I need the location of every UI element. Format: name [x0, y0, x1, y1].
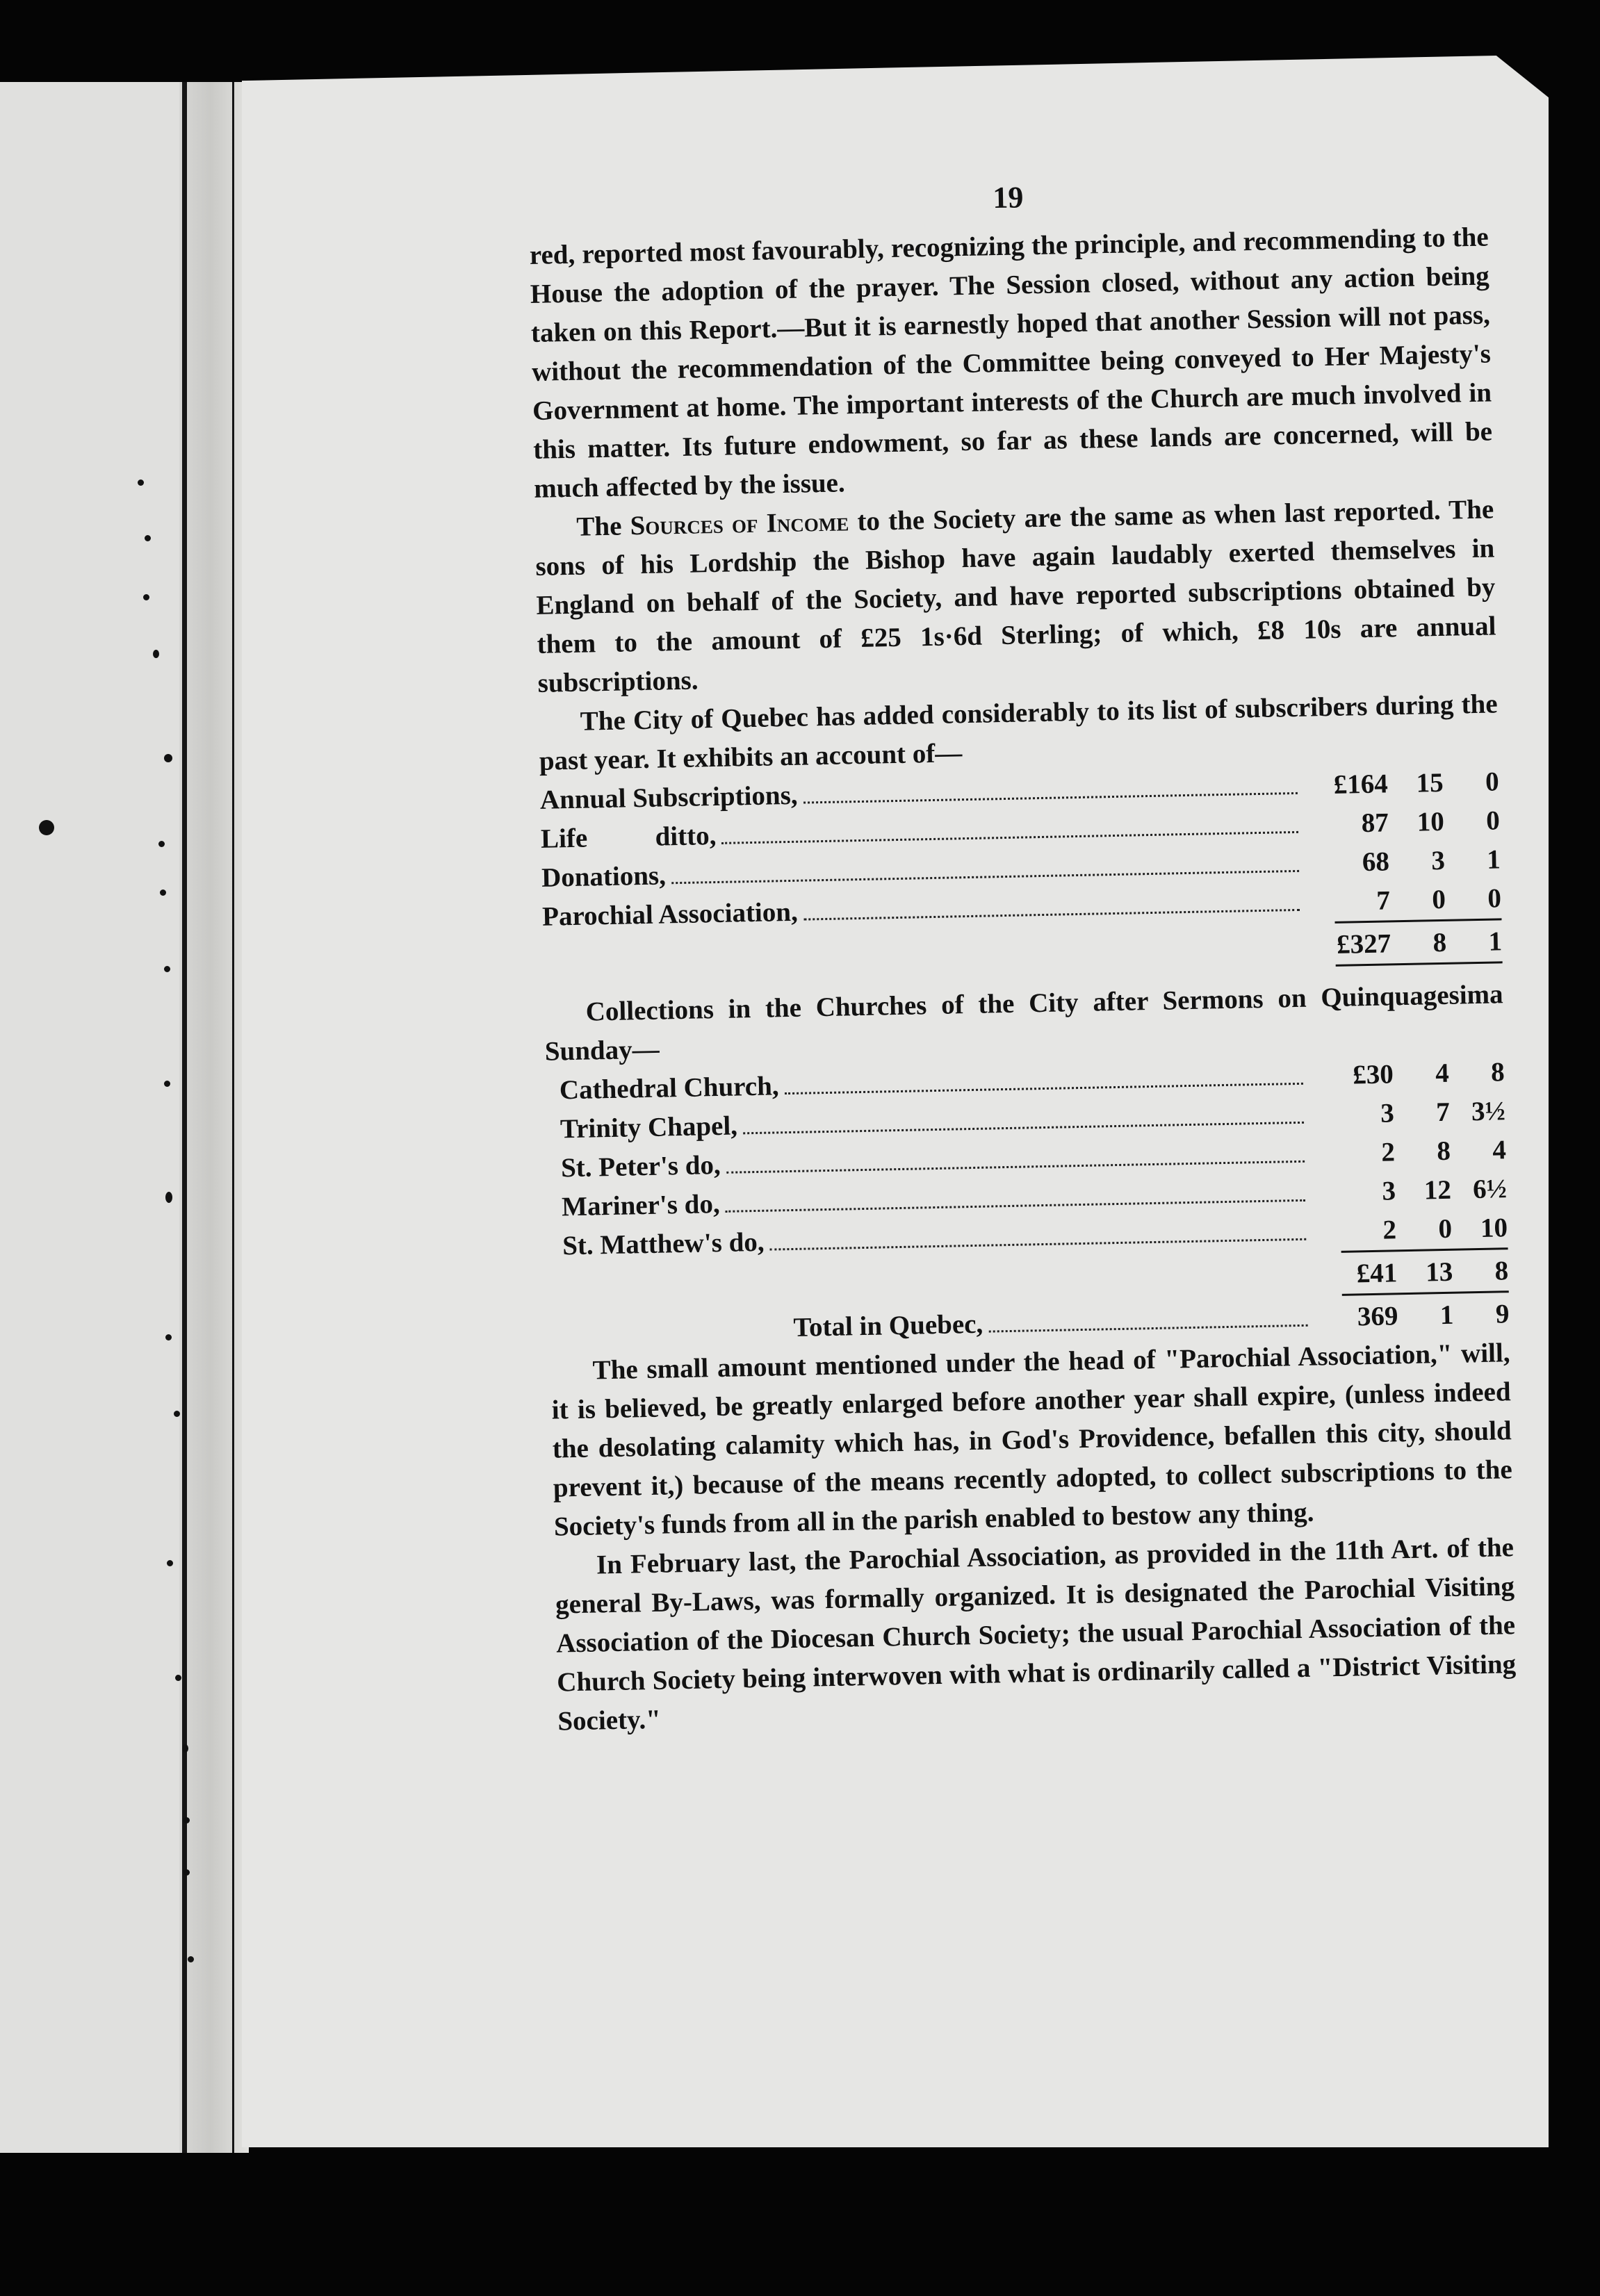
- pence: 8: [1490, 1057, 1505, 1088]
- pounds: £164: [1333, 769, 1389, 800]
- page-number: 19: [992, 180, 1024, 215]
- pounds: 68: [1362, 846, 1390, 878]
- pounds: £41: [1356, 1258, 1398, 1289]
- paragraph-3: The City of Quebec has added considerably to its list of subscribers during the past year. It exhibits an account of—: [539, 689, 1498, 776]
- ledger-label: Cathedral Church,: [559, 1071, 779, 1106]
- ledger-label: Mariner's do,: [561, 1188, 721, 1222]
- shillings: 8: [1432, 927, 1447, 958]
- shillings: 12: [1423, 1174, 1452, 1206]
- shillings: 1: [1439, 1299, 1454, 1331]
- paragraph-4: The small amount mentioned under the head of "Parochial Association," will, it is believed, be greatly enlarged before another year shall expire, (unless indeed the desolating calamity which has, in God's Providence, befallen this city, should prevent it,) because of the means recently adopted, to collect subscriptions to the Society's funds from all in the parish enabled to bestow any thing.: [551, 1338, 1513, 1542]
- shillings: 0: [1438, 1213, 1453, 1245]
- sources-of-income-caps: Sources of Income: [630, 507, 849, 541]
- paragraph-2-lead: The: [575, 511, 622, 542]
- pounds: 7: [1376, 885, 1391, 916]
- paragraph-5: In February last, the Parochial Association, as provided in the 11th Art. of the general By-Laws, was formally organized. It is designated the Parochial Visiting Association of the Diocesan Church Society; the usual Parochial Association of the Church Society being interwoven with what is ordinarily called a "District Visiting Society.": [555, 1532, 1517, 1737]
- shillings: 8: [1436, 1135, 1451, 1167]
- pounds: £30: [1352, 1059, 1394, 1090]
- collections-heading: Collections in the Churches of the City after Sermons on Quinquagesima Sunday—: [544, 979, 1503, 1067]
- pence: 3½: [1471, 1096, 1506, 1127]
- shillings: 0: [1431, 884, 1446, 915]
- ledger-label: Donations,: [541, 860, 667, 893]
- pounds: 87: [1361, 807, 1389, 839]
- shillings: 7: [1435, 1097, 1451, 1128]
- ledger-label: Annual Subscriptions,: [539, 780, 798, 815]
- pence: 0: [1485, 766, 1500, 797]
- shillings: 4: [1435, 1058, 1450, 1089]
- grand-total-label: Total in Quebec,: [793, 1309, 983, 1343]
- page-text: [528, 170, 1517, 1741]
- pence: 6½: [1472, 1174, 1508, 1205]
- pence: 10: [1480, 1213, 1508, 1243]
- pounds: 2: [1380, 1137, 1396, 1167]
- ledger-label: St. Matthew's do,: [562, 1227, 765, 1261]
- pounds: 3: [1380, 1098, 1395, 1129]
- ledger-label: Parochial Association,: [541, 896, 799, 932]
- paragraph-2-rest: to the Society are the same as when last reported. The sons of his Lordship the Bishop have again laudably exerted themselves in England on behalf of the Society, and have reported subscriptions obtained by them to the amount of £25 1s·6d Sterling; of which, £8 10s are annual subscriptions.: [535, 494, 1496, 698]
- pounds: 3: [1382, 1176, 1396, 1206]
- pence: 9: [1495, 1299, 1510, 1329]
- spine-line: [232, 82, 234, 2153]
- pence: 0: [1487, 883, 1502, 914]
- pence: 0: [1485, 805, 1501, 836]
- paragraph-2: [534, 490, 1497, 703]
- pence: 1: [1488, 926, 1503, 957]
- pence: 4: [1492, 1135, 1507, 1165]
- ledger-label: Trinity Chapel,: [560, 1110, 738, 1145]
- spine-line: [182, 82, 187, 2153]
- pence: 1: [1486, 844, 1501, 875]
- pence: 8: [1494, 1256, 1509, 1286]
- paragraph-1: red, reported most favourably, recognizing the principle, and recommending to the House the adoption of the prayer. The Session closed, without any action being taken on this Report.—But it is earnestly hoped that another Session will not pass, without the recommendation of the Committee being conveyed to Her Majesty's Government at home. The important interests of the Church are much involved in this matter. Its future endowment, so far as these lands are concerned, will be much affected by the issue.: [529, 222, 1493, 504]
- subscriptions-ledger: [539, 762, 1502, 983]
- pounds: 2: [1382, 1215, 1397, 1245]
- shillings: 15: [1416, 767, 1444, 798]
- shillings: 3: [1430, 845, 1446, 876]
- ledger-label: St. Peter's do,: [560, 1149, 721, 1183]
- shillings: 13: [1425, 1256, 1453, 1288]
- pounds: £327: [1336, 928, 1391, 960]
- pounds: 369: [1357, 1301, 1398, 1332]
- ledger-label: Life ditto,: [540, 820, 717, 854]
- binding-gutter: [179, 82, 249, 2153]
- shillings: 10: [1417, 806, 1445, 837]
- collections-ledger: [545, 1053, 1510, 1352]
